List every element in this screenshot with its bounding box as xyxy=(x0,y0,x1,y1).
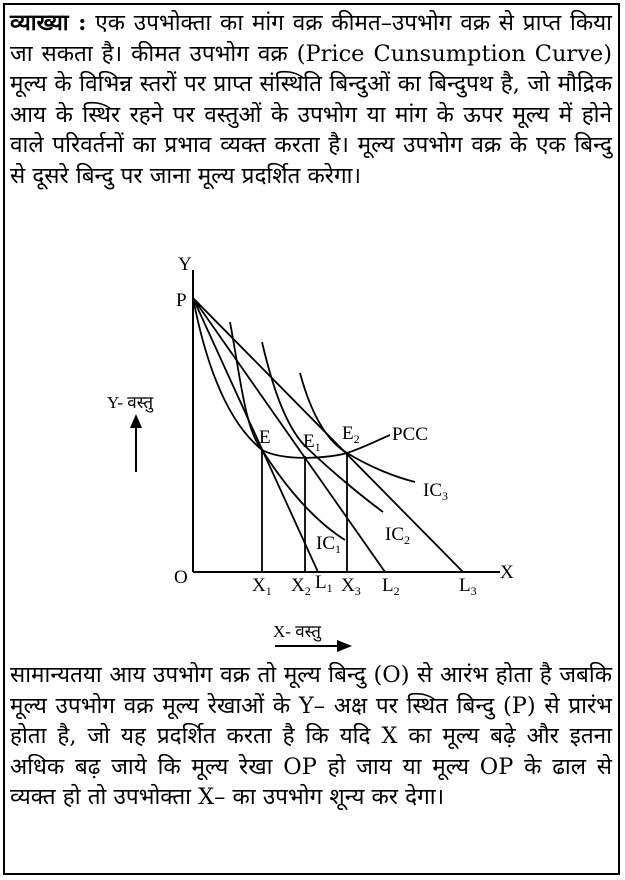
price-consumption-curve xyxy=(193,298,390,458)
explanation-heading: व्याख्या : xyxy=(10,10,87,36)
budget-line-pl1 xyxy=(193,298,318,572)
x1-label: $X_1$ xyxy=(252,575,272,598)
equilibrium-e1-label: $E_1$ xyxy=(303,431,321,454)
x-axis-caption: X- वस्तु xyxy=(273,622,321,641)
pcc-origin-paragraph: सामान्यतया आय उपभोग वक्र तो मूल्य बिन्दु (O) से आरंभ होता है जबकि मूल्य उपभोग वक्र मूल्य रेखाओं के Y– अक्ष पर स्थित बिन्दु (P) से प्रारंभ होता है, जो यह प्रदर्शित करता है कि यदि X का मूल्य बढ़े और इतना अधिक बढ़ जाये कि मूल्य रेखा OP हो जाय या मूल्य OP के ढाल से व्यक्त हो तो उपभोक्ता X– का उपभोग शून्य कर देगा। xyxy=(10,662,612,810)
ic3-label: $IC_3$ xyxy=(423,480,448,503)
ic2-label: $IC_2$ xyxy=(385,524,410,547)
up-arrowhead-icon xyxy=(130,414,142,428)
l2-label: $L_2$ xyxy=(382,575,400,598)
explanation-text: एक उपभोक्ता का मांग वक्र कीमत–उपभोग वक्र से प्राप्त किया जा सकता है। कीमत उपभोग वक्र (Price Cunsumption Curve) मूल्य के विभिन्न स्तरों पर प्राप्त संस्थिति बिन्दुओं का बिन्दुपथ है, जो मौद्रिक आय के स्थिर रहने पर वस्तुओं के उपभोग या मांग के ऊपर मूल्य में होने वाले परिवर्तनों का प्रभाव व्यक्त करता है। मूल्य उपभोग वक्र के एक बिन्दु से दूसरे बिन्दु पर जाना मूल्य प्रदर्शित करेगा। xyxy=(10,10,612,189)
origin-label: O xyxy=(174,567,188,588)
price-consumption-curve-diagram xyxy=(95,250,535,660)
equilibrium-e-label: E xyxy=(259,427,271,448)
pcc-label: PCC xyxy=(392,424,428,445)
equilibrium-e2-label: $E_2$ xyxy=(342,423,360,446)
point-p-label: P xyxy=(176,290,187,311)
y-axis-label: Y xyxy=(178,254,192,275)
x3-label: $X_3$ xyxy=(341,575,361,598)
explanation-paragraph xyxy=(10,8,612,191)
right-arrowhead-icon xyxy=(337,640,352,652)
x-axis-label: X xyxy=(500,562,514,583)
x2-label: $X_2$ xyxy=(291,575,311,598)
ic1-label: $IC_1$ xyxy=(316,533,341,556)
l3-label: $L_3$ xyxy=(459,575,477,598)
y-axis-caption: Y- वस्तु xyxy=(107,393,154,412)
l1-label: $L_1$ xyxy=(315,572,333,595)
